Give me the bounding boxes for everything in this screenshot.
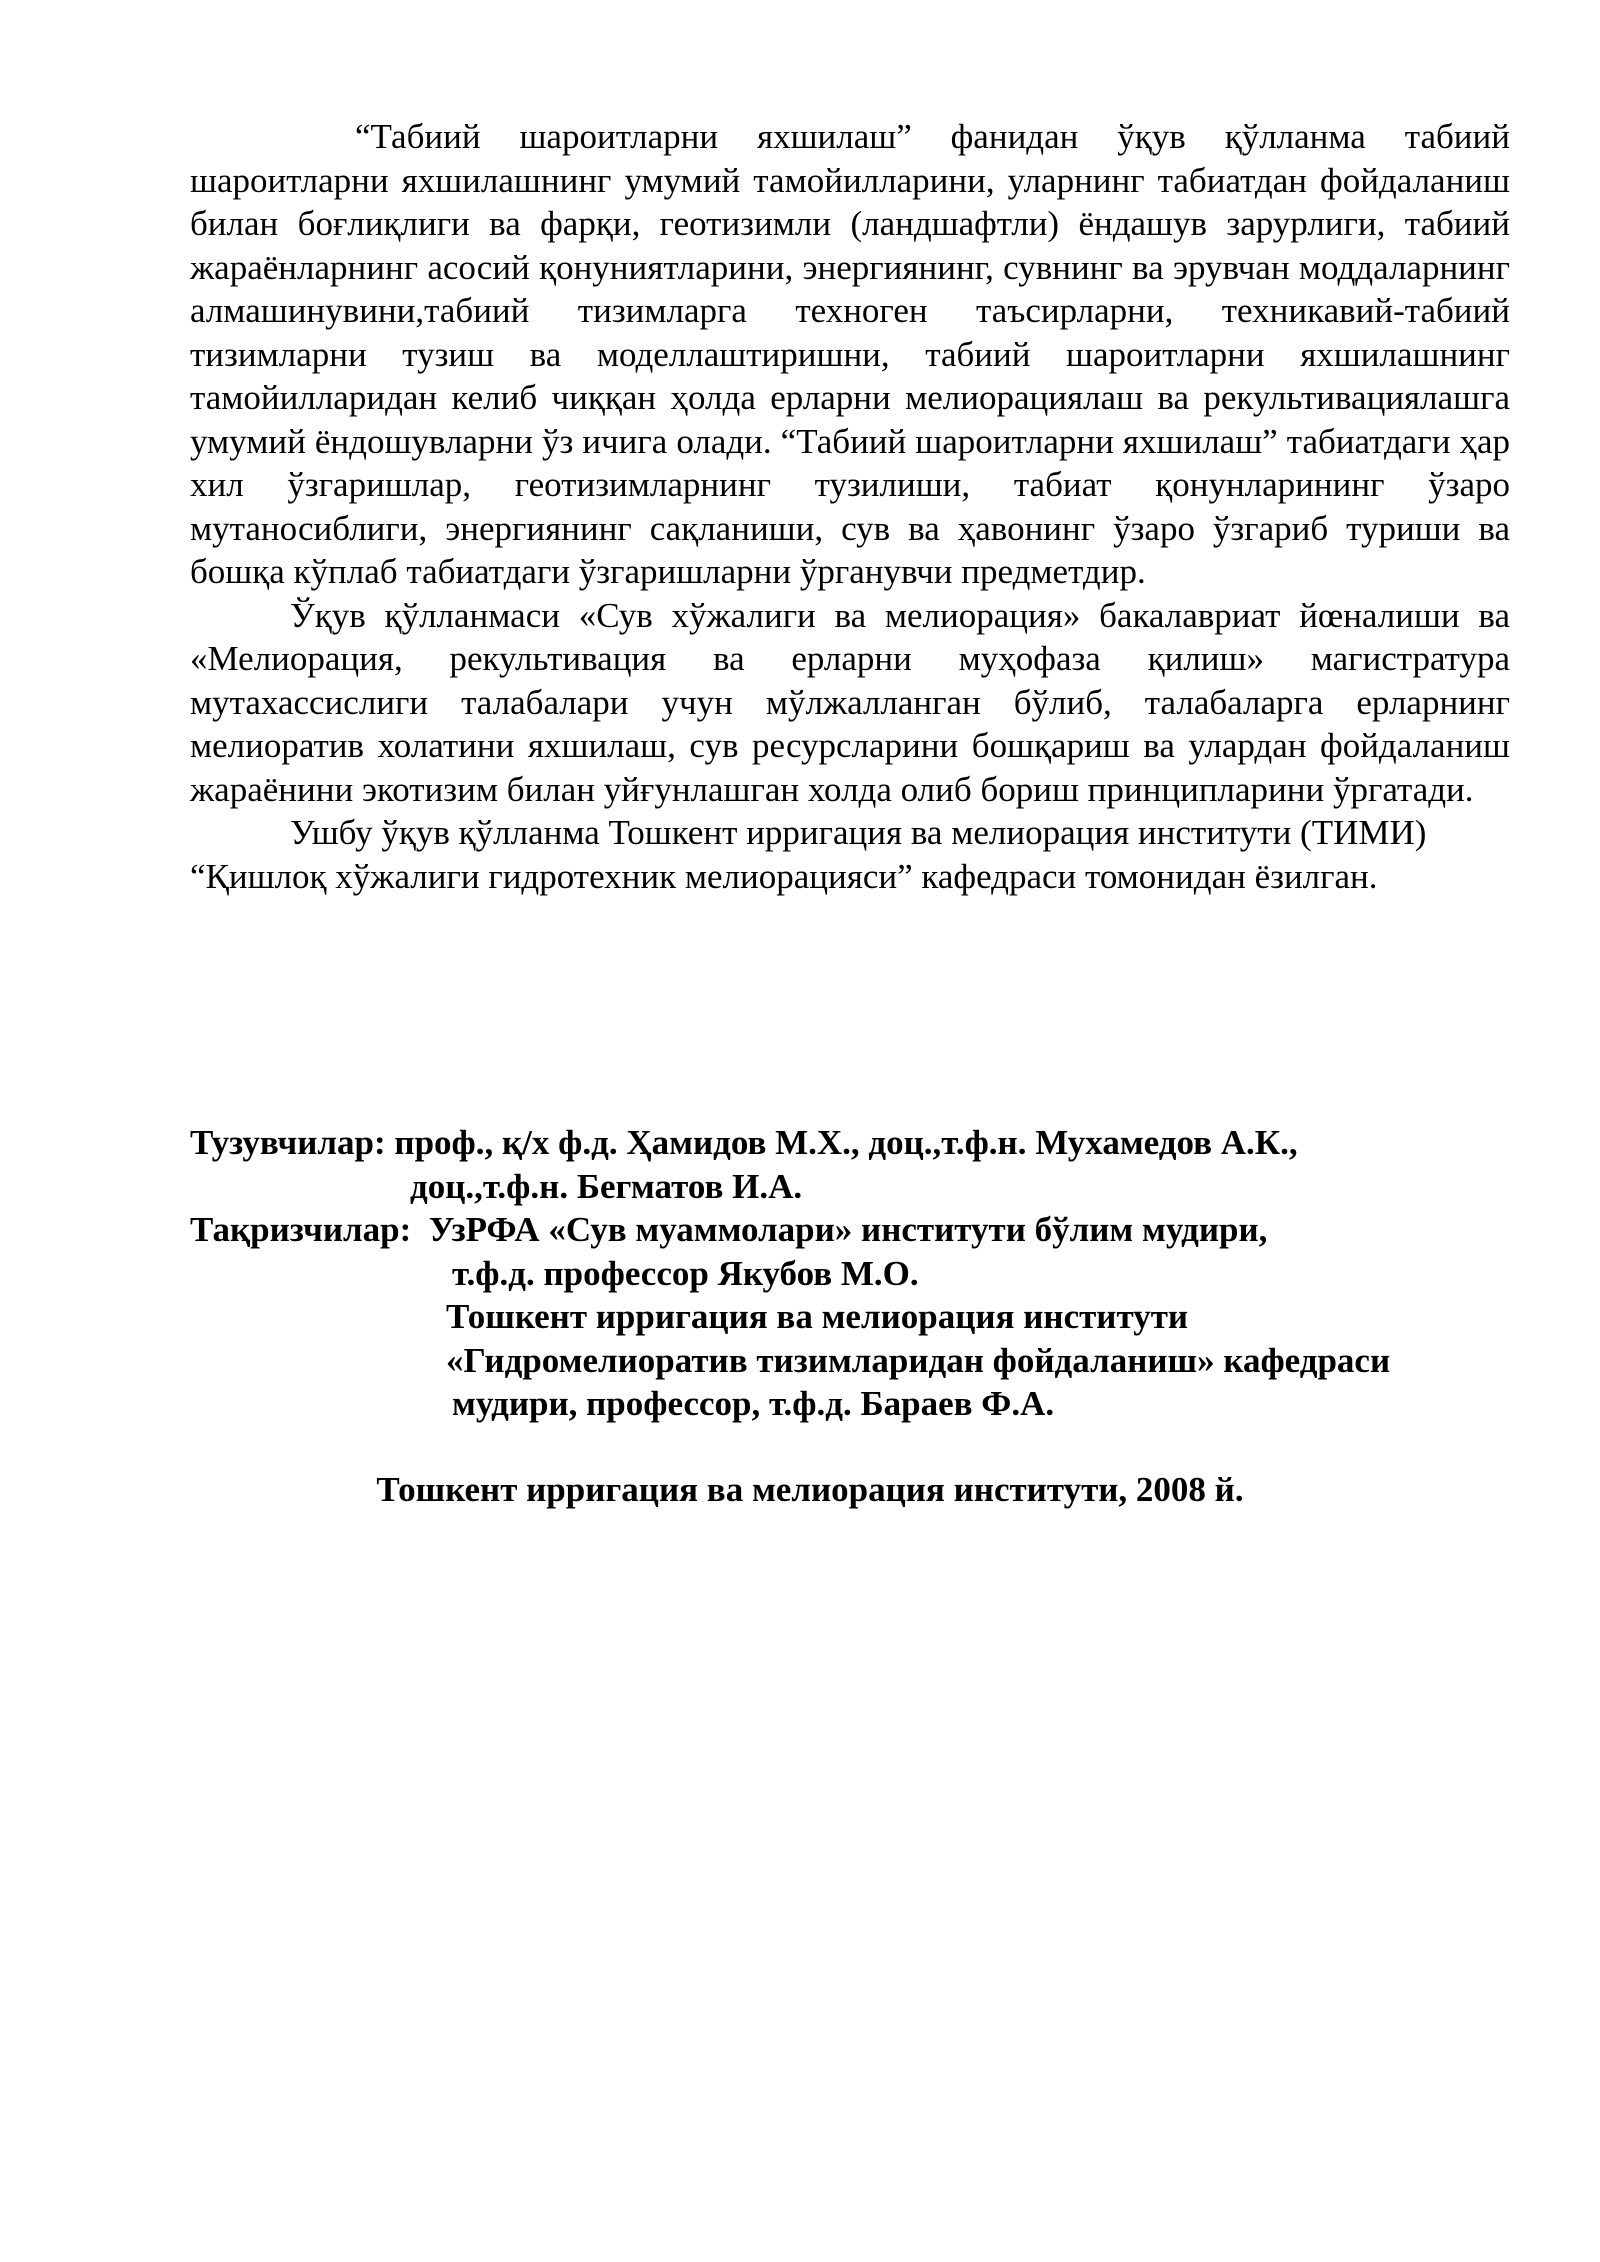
paragraph-authorship: Ушбу ўқув қўлланма Тошкент ирригация ва мелиорация институти (ТИМИ) “Қишлоқ хўжалиги гидротехник мелиорацияси” кафедраси томонидан ёзилган. xyxy=(190,813,1427,896)
reviewers-label: Тақризчилар: xyxy=(190,1210,412,1249)
credits-block xyxy=(190,1121,1530,1426)
reviewers-line xyxy=(190,1208,1530,1252)
reviewer-2-institute: Тошкент ирригация ва мелиорация институти xyxy=(446,1297,1189,1336)
paragraph-purpose: Ўқув қўлланмаси «Сув хўжалиги ва мелиорация» бакалавриат йœналиши ва «Мелиорация, рекультивация ва ерларни муҳофаза қилиш» магистратура мутахассислиги талабалари учун мўлжалланган бўлиб, талабаларга ерларнинг мелиоратив холатини яхшилаш, сув ресурсларини бошқариш ва улардан фойдаланиш жараёнини экотизим билан уйғунлашган холда олиб бориш принципларини ўргатади. xyxy=(190,595,1510,809)
main-text xyxy=(190,115,1510,898)
reviewer-1-name: т.ф.д. профессор Якубов М.О. xyxy=(452,1253,919,1293)
compilers-line xyxy=(190,1121,1530,1165)
reviewer-2-name: мудири, профессор, т.ф.д. Бараев Ф.А. xyxy=(452,1384,1055,1423)
paragraph-intro: “Табиий шароитларни яхшилаш” фанидан ўқув қўлланма табиий шароитларни яхшилашнинг умумий тамойилларини, уларнинг табиатдан фойдаланиш билан боғлиқлиги ва фарқи, геотизимли (ландшафтли) ёндашув зарурлиги, табиий жараёнларнинг асосий қонуниятларини, энергиянинг, сувнинг ва эрувчан моддаларнинг алмашинувини,табиий тизимларга техноген таъсирларни, техникавий-табиий тизимларни тузиш ва моделлаштиришни, табиий шароитларни яхшилашнинг тамойилларидан келиб чиққан ҳолда ерларни мелиорациялаш ва рекультивациялашга умумий ёндошувларни ўз ичига олади. “Табиий шароитларни яхшилаш” табиатдаги ҳар хил ўзгаришлар, геотизимларнинг тузилиши, табиат қонунларининг ўзаро мутаносиблиги, энергиянинг сақланиши, сув ва ҳавонинг ўзаро ўзгариб туриши ва бошқа кўплаб табиатдаги ўзгаришларни ўрганувчи предметдир. xyxy=(190,117,1510,591)
compilers-names-1: проф., қ/х ф.д. Ҳамидов М.Х., доц.,т.ф.н. Мухамедов А.К., xyxy=(394,1123,1298,1162)
reviewer-2-department: «Гидромелиоратив тизимларидан фойдаланиш» кафедраси xyxy=(446,1340,1391,1380)
compilers-names-2: доц.,т.ф.н. Бегматов И.А. xyxy=(410,1166,803,1206)
publisher-footer: Тошкент ирригация ва мелиорация институти, 2008 й. xyxy=(376,1470,1244,1509)
compilers-label: Тузувчилар: xyxy=(190,1123,386,1162)
reviewer-1-position: УзРФА «Сув муаммолари» институти бўлим мудири, xyxy=(428,1210,1268,1249)
